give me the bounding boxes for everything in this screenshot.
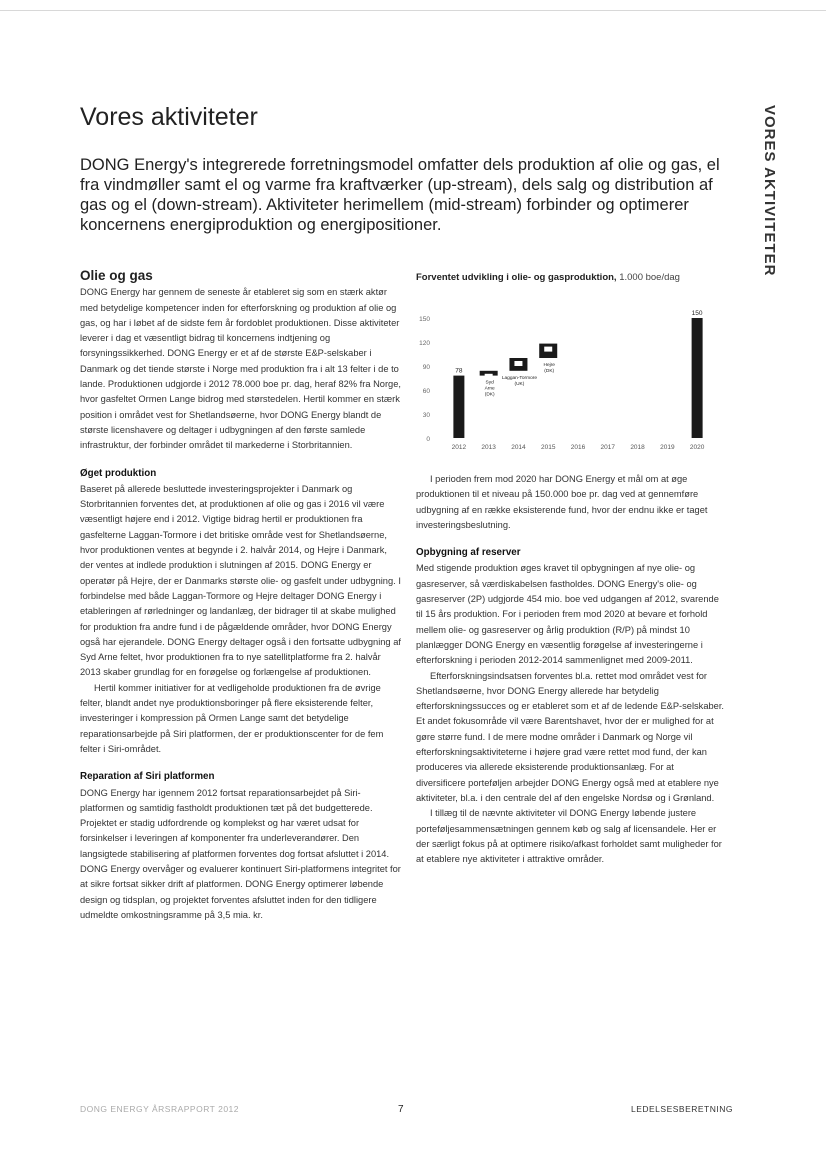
paragraph: Hertil kommer initiativer for at vedligeholde produktionen fra de øvrige felter, blandt andet nye produktionsboringer på flere eksisterende felter, investeringer i kompression på Ormen Lange samt det betydelige reparationsarbejde på Siri platformen, der er produktionscenter for de fem felter i Siri-området. [80, 682, 384, 754]
increment-label: Arne [484, 386, 495, 392]
paragraph: Baseret på allerede besluttede investeringsprojekter i Danmark og Storbritannien forventes det, at produktionen af olie og gas i 2016 vil være væsentligt højere end i 2012. Vigtige bidrag hertil er produktionen fra gasfelterne Laggan-Tormore i det britiske område vest for Shetlandsøerne, hvor produktionen ventes at begynde i 2. halvår 2014, og Hejre i Danmark, der ventes at indlede produktion i slutningen af 2015. DONG Energy er operatør på Hejre, der er Danmarks største olie- og gasfelt under udbygning. I forbindelse med både Laggan-Tormore og Hejre deltager DONG Energy i etableringen af rørledninger og landanlæg, der bidrager til at skabe mulighed for produktion fra andre fund i de pågældende områder, hvor DONG Energy også har ejerandele. DONG Energy deltager også i den fortsatte udbygning af Syd Arne feltet, hvor produktionen fra to nye satellitplatforme fra 2. halvår 2013 skaber grundlag for en forøgelse og forlængelse af produktionen. [80, 483, 401, 678]
increment-label: (DK) [484, 392, 495, 398]
top-rule [0, 10, 826, 11]
right-column [416, 472, 724, 867]
y-tick-label: 0 [426, 436, 430, 443]
paragraph: I tillæg til de nævnte aktiviteter vil DONG Energy løbende justere porteføljesammensætningen gennem køb og salg af licensandele. Her er der særligt fokus på at optimere risiko/afkast forholdet samt muligheder for at etablere nye aktiviteter i attraktive områder. [416, 808, 722, 865]
y-tick-label: 90 [422, 364, 430, 371]
increment-label: (DK) [544, 369, 555, 374]
section-heading-olie-og-gas: Olie og gas [80, 268, 153, 283]
chart-unit: 1.000 boe/dag [619, 272, 680, 283]
footer-section: LEDELSESBERETNING [630, 1104, 733, 1114]
bar [453, 376, 464, 438]
paragraph: DONG Energy har gennem de seneste år etableret sig som en stærk aktør med betydelige kompetencer inden for efterforskning og produktion af olie og gas, og har i løbet af de sidste fem år fordoblet produktionen. Disse aktiviteter leverer i dag et væsentligt bidrag til koncernens indtjening og forsyningssikkerhed. DONG Energy er et af de største E&P-selskaber i Danmark og det tiende største i Norge med produktion fra i alt 13 felter i de to lande. Produktionen udgjorde i 2012 78.000 boe pr. dag, heraf 82% fra Norge, hvor gasfeltet Ormen Lange bidrog med størstedelen. Hertil kommer en stærk position i området vest for Shetlandsøerne, hvor DONG Energy blandt de største licenshavere og deltager i udbygningen af den første samlede infrastruktur, der forbinder området til markederne i Storbritannien. [80, 287, 401, 451]
production-chart [416, 296, 716, 456]
paragraph: Med stigende produktion øges kravet til opbygningen af nye olie- og gasreserver, så værdiskabelsen fastholdes. DONG Energy's olie- og gasreserver (2P) udgjorde 454 mio. boe ved udgangen af 2012, svarende til 15 års produktion. For i perioden frem mod 2020 at bevare et forhold mellem olie- og gasreserver og årlig produktion (R/P) på mindst 10 planlægger DONG Energy en væsentlig forøgelse af investeringerne i efterforskning i perioden 2012-2014 sammenlignet med 2009-2011. [416, 563, 719, 666]
increment-label: Laggan-Tormore [501, 375, 538, 381]
bar [692, 318, 703, 438]
x-tick-label: 2013 [481, 444, 496, 451]
increment-label: (UK) [514, 381, 525, 387]
increment-label: Syd [485, 380, 494, 386]
x-tick-label: 2014 [511, 444, 526, 451]
bar-value-label: 78 [455, 367, 463, 375]
page-title: Vores aktiviteter [80, 103, 258, 131]
bar-value-label: 150 [691, 310, 703, 317]
chart-title-text: Forventet udvikling i olie- og gasproduktion, [416, 272, 617, 283]
side-tab-label: VORES AKTIVITETER [761, 105, 778, 277]
y-tick-label: 120 [419, 340, 430, 347]
platform-icon [514, 361, 522, 366]
footer-page-number: 7 [398, 1104, 405, 1115]
x-tick-label: 2012 [451, 444, 467, 451]
paragraph: I perioden frem mod 2020 har DONG Energy et mål om at øge produktionen til et niveau på 150.000 boe pr. dag ved at gennemføre udbygning af en række eksisterende fund, hvor der endnu ikke er taget investeringsbeslutning. [416, 474, 708, 530]
left-column [80, 268, 401, 923]
increment-label: Hejre [543, 363, 555, 368]
x-tick-label: 2019 [660, 444, 675, 451]
y-tick-label: 150 [419, 316, 430, 323]
x-tick-label: 2017 [600, 444, 616, 451]
x-tick-label: 2015 [540, 444, 556, 451]
paragraph: DONG Energy har igennem 2012 fortsat reparationsarbejdet på Siri-platformen og samtidig fastholdt produktionen tæt på det budgetterede. Projektet er stadig udfordrende og komplekst og har været udsat for forsinkelser i leveringen af komponenter fra underleverandører. Den langsigtede stabilisering af platformen forventes dog fortsat afsluttet i 2014. DONG Energy overvåger og evaluerer kontinuert Siri-platformens integritet for at sikre fortsat sikker drift af platformen. DONG Energy optimerer løbende design og tidsplan, og projektet forventes afsluttet inden for den tidligere udmeldte omkostningsramme på 3,5 mia. kr. [80, 787, 401, 920]
y-tick-label: 30 [422, 412, 430, 419]
subheading-reparation-siri: Reparation af Siri platformen [80, 771, 215, 783]
section-side-tab [752, 105, 780, 275]
footer-report-name: DONG ENERGY ÅRSRAPPORT 2012 [80, 1104, 239, 1114]
x-tick-label: 2020 [689, 444, 705, 451]
paragraph: Efterforskningsindsatsen forventes bl.a. rettet mod området vest for Shetlandsøerne, hvor DONG Energy allerede har betydelig efterforskningssucces og er etableret som et af de ledende E&P-selskaber. Et andet fokusområde vil være Barentshavet, hvor der er mulighed for at gøre større fund. I de mere modne områder i Danmark og Norge vil efterforskningsaktiviteterne i højere grad være rettet mod fund, der kan produceres via allerede eksisterende produktionsanlæg. For at diversificere porteføljen arbejder DONG Energy også med at etablere nye aktiviteter, bl.a. i den centrale del af den engelske Nordsø og i Grønland. [416, 670, 725, 803]
x-tick-label: 2018 [630, 444, 645, 451]
platform-icon [544, 347, 552, 352]
y-tick-label: 60 [422, 388, 430, 395]
platform-icon [485, 374, 493, 379]
subheading-opbygning-reserver: Opbygning af reserver [416, 547, 521, 559]
lead-paragraph: DONG Energy's integrerede forretningsmodel omfatter dels produktion af olie og gas, el fra vindmøller samt el og varme fra kraftværker (up-stream), dels salg og distribution af gas og el (down-stream). Aktiviteter herimellem (mid-stream) forbinder og optimerer koncernens energiproduktion og energipositioner. [80, 156, 720, 234]
subheading-oget-produktion: Øget produktion [80, 467, 157, 479]
chart-title [416, 272, 726, 283]
x-tick-label: 2016 [570, 444, 586, 451]
